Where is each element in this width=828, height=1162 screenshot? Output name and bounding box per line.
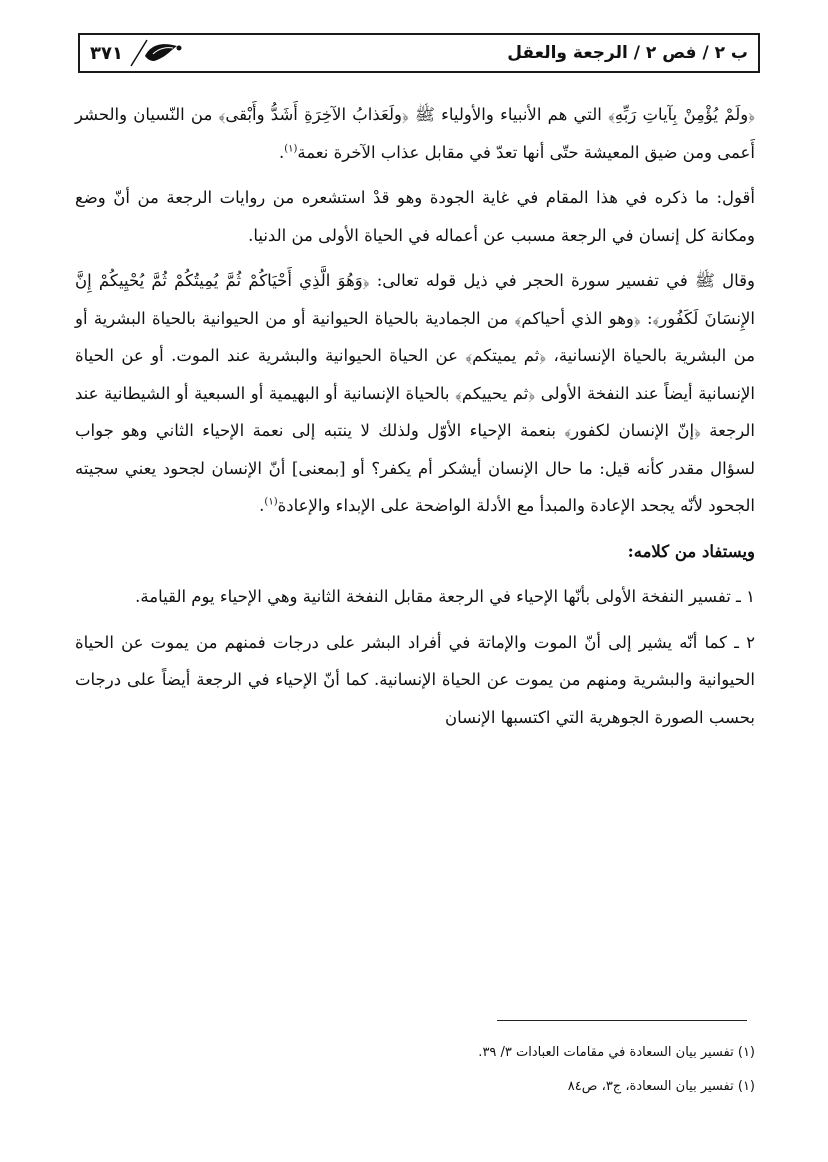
list-item: ٢ ـ كما أنّه يشير إلى أنّ الموت والإماتة في أفراد البشر على درجات فمنهم من يموت عن الحياة الحيوانية والبشرية ومنهم من يموت عن الحياة الإنسانية. كما أنّ الإحياء في الرجعة أيضاً على درجات بحسب الصورة الجوهرية التي اكتسبها الإنسان bbox=[75, 632, 755, 727]
paragraph: وقال ﷺ في تفسير سورة الحجر في ذيل قوله تعالى: ﴿وَهُوَ الَّذِي أَحْيَاكُمْ ثُمَّ يُمِيتُكُمْ ثُمَّ يُحْيِيكُمْ إِنَّ الإِنسَانَ لَكَفُور﴾: ﴿وهو الذي أحياكم﴾ من الجمادية بالحياة الحيوانية أو من الحيوانية بالحياة البشرية أو من البشرية بالحياة الإنسانية، ﴿ثم يميتكم﴾ عن الحياة الحيوانية والبشرية عند الموت. أو عن الحياة الإنسانية أيضاً عند النفخة الأولى ﴿ثم يحييكم﴾ بالحياة الإنسانية أو البهيمية أو السبعية أو الشيطانية عند الرجعة ﴿إنّ الإنسان لكفور﴾ بنعمة الإحياء الأوّل ولذلك لا ينتبه إلى نعمة الإحياء الثاني وهو جواب لسؤال مقدر كأنه قيل: ما حال الإنسان أيشكر أم يكفر؟ أو [بمعنى] أنّ الإنسان لجحود يعني سجيته الجحود لأنّه يجحد الإعادة والمبدأ مع الأدلة الواضحة على الإبداء والإعادة$^{(١)}$. bbox=[75, 271, 755, 515]
footnote-ref: (١) bbox=[264, 496, 278, 508]
paragraph: أقول: ما ذكره في هذا المقام في غاية الجودة وهو قدْ استشعره من روايات الرجعة من أنّ وضع ومكانة كل إنسان في الرجعة مسبب عن أعماله في الحياة الأولى من الدنيا. bbox=[75, 188, 755, 245]
section-intro: ويستفاد من كلامه: bbox=[627, 541, 755, 561]
page-header bbox=[78, 33, 760, 73]
ornament-icon bbox=[127, 38, 185, 68]
list-item: ١ ـ تفسير النفخة الأولى بأنّها الإحياء في الرجعة مقابل النفخة الثانية وهي الإحياء يوم القيامة. bbox=[135, 587, 755, 606]
footnote: (١) تفسير بيان السعادة، ج٣، ص٨٤ bbox=[567, 1079, 755, 1094]
footnote: (١) تفسير بيان السعادة في مقامات العبادات ٣/ ٣٩. bbox=[478, 1045, 755, 1060]
footnote-divider bbox=[497, 1020, 747, 1021]
page-number-box bbox=[90, 38, 185, 68]
footnotes bbox=[75, 1038, 755, 1106]
main-text bbox=[75, 96, 755, 744]
footnote-ref: (١) bbox=[284, 143, 298, 154]
page-number: ٣٧١ bbox=[90, 42, 123, 64]
paragraph: ﴿ولَمْ يُؤْمِنْ بِآياتِ رَبِّهِ﴾ التي هم الأنبياء والأولياء ﷺ ﴿ولَعَذابُ الآخِرَةِ أَشَدُّ وأَبْقى﴾ من النّسيان والحشر أَعمى ومن ضيق المعيشة حتّى أنها تعدّ في مقابل عذاب الآخرة نعمة$^{(١)}$. bbox=[75, 105, 755, 162]
chapter-title: ب ٢ / فص ٢ / الرجعة والعقل bbox=[507, 43, 748, 63]
